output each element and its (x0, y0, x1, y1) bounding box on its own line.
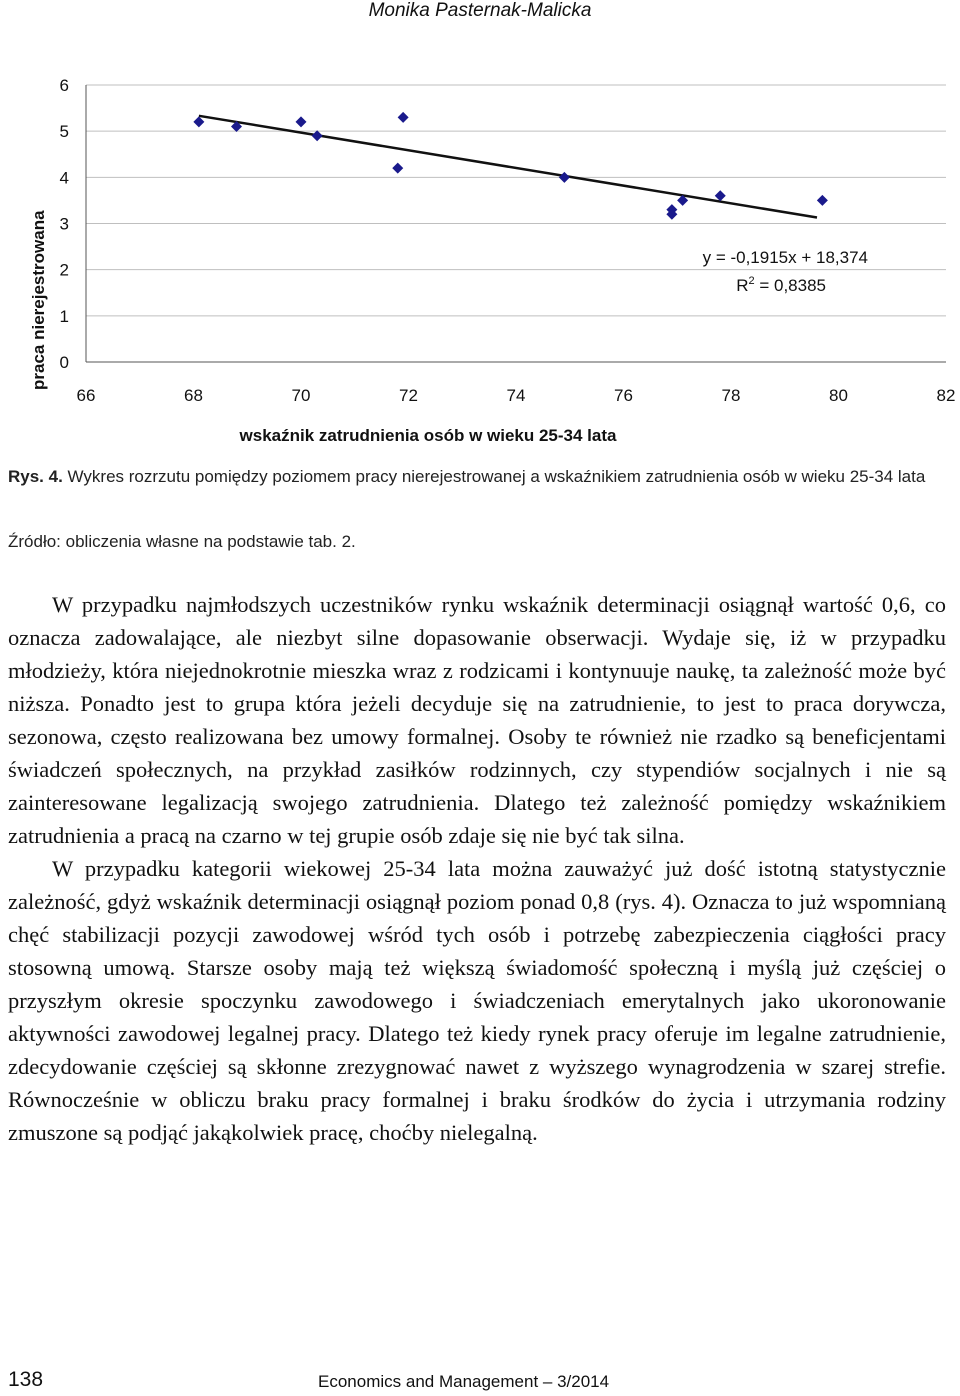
x-tick-label: 66 (76, 386, 96, 405)
x-tick-label: 70 (291, 386, 311, 405)
scatter-chart-svg (0, 60, 960, 450)
x-tick-label: 76 (614, 386, 633, 405)
x-axis-label: wskaźnik zatrudnienia osób w wieku 25-34 lata (239, 426, 617, 445)
x-tick-label: 72 (399, 386, 418, 405)
trend-equation: y = -0,1915x + 18,374 (702, 248, 868, 267)
y-tick-label: 5 (59, 122, 69, 142)
x-tick-label: 74 (506, 386, 526, 405)
x-tick-label: 80 (829, 386, 848, 405)
paragraph-1: W przypadku najmłodszych uczestników rynku wskaźnik determinacji osiągnął wartość 0,6, co oznacza zadowalające, ale niezbyt silne dopasowanie obserwacji. Wydaje się, iż w przypadku młodzieży, która niejednokrotnie mieszka wraz z rodzicami i kontynuuje naukę, ta zależność może być niższa. Ponadto jest to grupa która jeżeli decyduje się na zatrudnienie, to jest to praca dorywcza, sezonowa, często realizowana bez umowy formalnej. Osoby te również nie rzadko są beneficjentami świadczeń społecznych, na przykład zasiłków rodzinnych, czy stypendiów socjalnych i nie są zainteresowane legalizacją swojego zatrudnienia. Dlatego też zależność pomiędzy wskaźnikiem zatrudnienia a pracą na czarno w tej grupie osób zdaje się nie być tak silna. (8, 592, 946, 848)
data-point (392, 163, 403, 174)
data-point (715, 190, 726, 201)
y-tick-label: 2 (59, 260, 69, 280)
figure-caption (8, 461, 948, 492)
y-tick-label: 1 (59, 306, 69, 326)
x-tick-label: 68 (184, 386, 203, 405)
data-point (559, 172, 570, 183)
data-point (296, 116, 307, 127)
r-squared-prefix: R (736, 276, 749, 295)
figure-caption-text: Wykres rozrzutu pomiędzy poziomem pracy nierejestrowanej a wskaźnikiem zatrudnienia osób w wieku 25-34 lata (62, 467, 926, 486)
y-tick-label: 4 (59, 168, 69, 188)
journal-name: Economics and Management – 3/2014 (318, 1372, 610, 1391)
r-squared-label (736, 275, 826, 295)
data-point (312, 130, 323, 141)
r-squared-value: = 0,8385 (754, 276, 826, 295)
x-tick-label: 78 (721, 386, 741, 405)
x-tick-label: 82 (936, 386, 956, 405)
data-point (398, 112, 409, 123)
figure-label: Rys. 4. (8, 467, 63, 486)
tick-labels (60, 76, 956, 405)
r-squared-superscript: 2 (748, 275, 755, 287)
article-body (8, 588, 946, 1149)
scatter-chart (0, 60, 960, 450)
figure-source: Źródło: obliczenia własne na podstawie tab. 2. (8, 532, 356, 551)
y-tick-label: 0 (59, 353, 69, 372)
paragraph-2: W przypadku kategorii wiekowej 25-34 lata można zauważyć już dość istotną statystycznie zależność, gdyż wskaźnik determinacji osiągnął poziom ponad 0,8 (rys. 4). Oznacza to już wspomnianą chęć stabilizacji pozycji zawodowej wśród tych osób i potrzebę zabezpieczenia ciągłości pracy stosowną umową. Starsze osoby mają też większą świadomość społeczną i myślą już częściej o przyszłym okresie spoczynku zawodowego i świadczeniach emerytalnych jako ukoronowanie aktywności zawodowej legalnej pracy. Dlatego też kiedy rynek pracy oferuje im legalne zatrudnienie, zdecydowanie częściej są skłonne zrezygnować nawet z wyższego wynagrodzenia w szarej strefie. Równocześnie w obliczu braku pracy formalnej i braku środków do życia i utrzymania rodziny zmuszone są podjąć jakąkolwiek pracę, choćby nielegalną. (8, 856, 946, 1145)
data-point (193, 116, 204, 127)
page-number: 138 (8, 1368, 44, 1391)
y-axis-label: praca nierejestrowana (29, 210, 48, 390)
running-head-author: Monika Pasternak-Malicka (368, 0, 592, 21)
data-point (817, 195, 828, 206)
y-tick-label: 3 (59, 214, 69, 234)
y-tick-label: 6 (59, 76, 69, 95)
